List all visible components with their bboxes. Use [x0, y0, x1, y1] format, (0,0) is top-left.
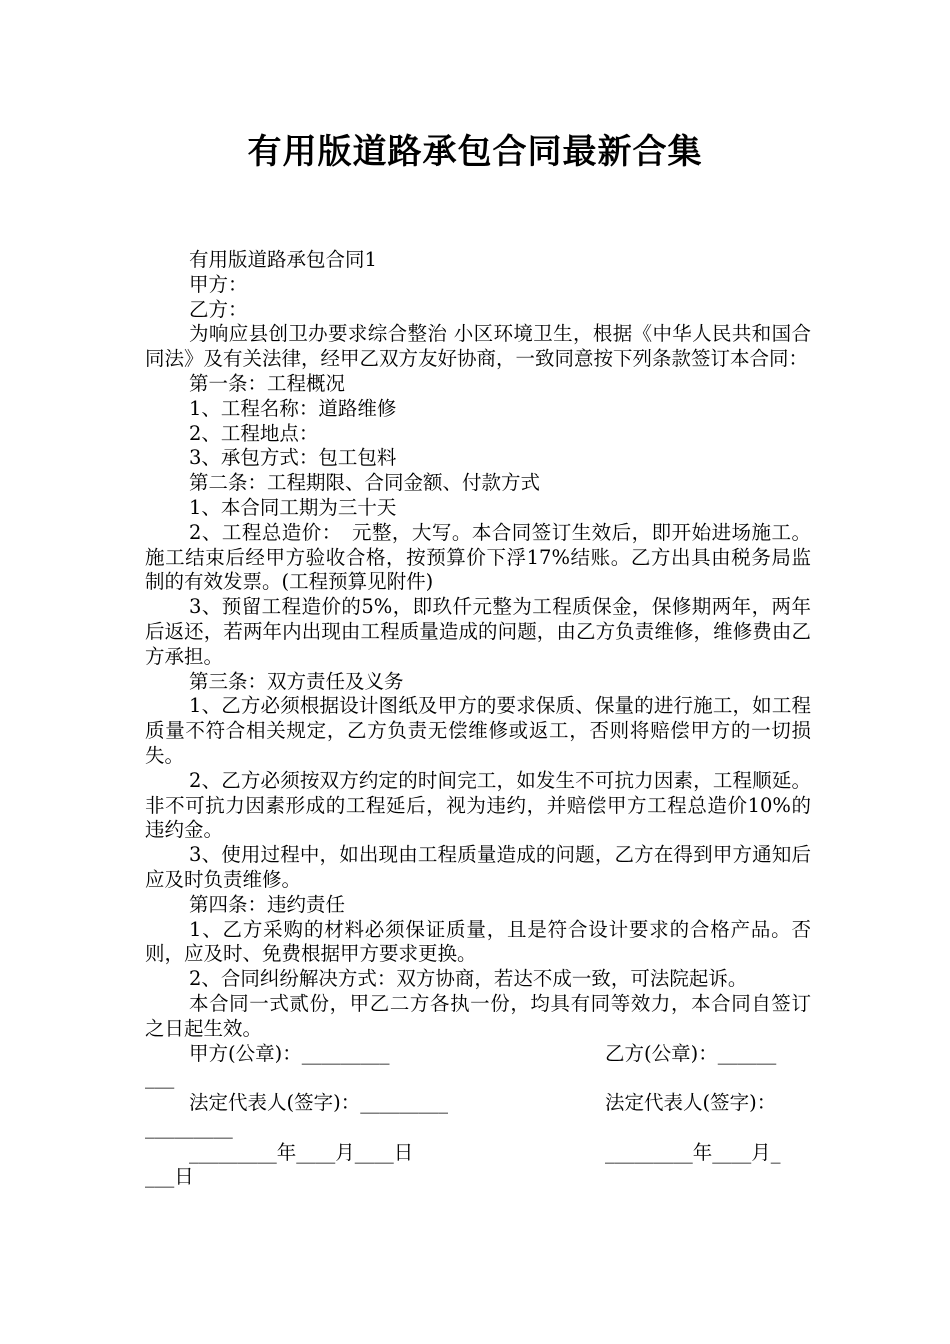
- article-1-item-3: 3、承包方式：包工包料: [189, 446, 397, 470]
- article-4-item-1: 1、乙方采购的材料必须保证质量，且是符合设计要求的合格产品。否则，应及时、免费根据甲方要求更换。: [145, 917, 811, 966]
- article-3-item-3: 3、使用过程中，如出现由工程质量造成的问题，乙方在得到甲方通知后应及时负责维修。: [145, 843, 811, 891]
- party-b-representative-continuation: _________: [145, 1115, 233, 1139]
- document-title: 有用版道路承包合同最新合集: [247, 132, 703, 172]
- article-2-heading: 第二条：工程期限、合同金额、付款方式: [189, 471, 541, 495]
- party-a-representative: 法定代表人(签字)：_________: [189, 1091, 448, 1115]
- article-4-item-2: 2、合同纠纷解决方式：双方协商，若达不成一致，可法院起诉。: [189, 967, 748, 991]
- article-1-item-1: 1、工程名称：道路维修: [189, 396, 397, 420]
- party-b-seal-continuation: ___: [145, 1066, 175, 1090]
- party-b-line: 乙方：: [189, 297, 248, 321]
- article-1-item-2: 2、工程地点：: [189, 421, 319, 445]
- seal-row: [145, 1042, 811, 1067]
- date-row: [145, 1141, 811, 1166]
- party-a-seal: 甲方(公章)：_________: [189, 1041, 390, 1065]
- article-2-item-1: 1、本合同工期为三十天: [189, 495, 397, 519]
- party-b-date: _________年____月_: [605, 1140, 781, 1164]
- party-b-representative: 法定代表人(签字)：: [605, 1091, 777, 1115]
- article-3-item-2: 2、乙方必须按双方约定的时间完工，如发生不可抗力因素，工程顺延。非不可抗力因素形成的工程延后，视为违约，并赔偿甲方工程总造价10%的违约金。: [145, 768, 811, 842]
- article-3-heading: 第三条：双方责任及义务: [189, 669, 404, 693]
- signature-block: [145, 1042, 811, 1191]
- closing-paragraph: 本合同一式贰份，甲乙二方各执一份，均具有同等效力，本合同自签订之日起生效。: [145, 991, 811, 1040]
- contract-heading: 有用版道路承包合同1: [189, 248, 377, 271]
- party-a-date: _________年____月____日: [189, 1140, 414, 1164]
- party-a-line: 甲方：: [189, 272, 248, 296]
- document-body: [145, 248, 811, 1190]
- party-b-seal: 乙方(公章)：______: [605, 1041, 777, 1065]
- article-3-item-1: 1、乙方必须根据设计图纸及甲方的要求保质、保量的进行施工，如工程质量不符合相关规定，乙方负责无偿维修或返工，否则将赔偿甲方的一切损失。: [145, 694, 811, 767]
- article-2-item-3: 3、预留工程造价的5%，即玖仟元整为工程质保金，保修期两年，两年后返还，若两年内出现由工程质量造成的问题，由乙方负责维修，维修费由乙方承担。: [145, 595, 811, 668]
- party-b-date-continuation: ___日: [145, 1165, 194, 1189]
- article-1-heading: 第一条：工程概况: [189, 371, 346, 395]
- article-4-heading: 第四条：违约责任: [189, 892, 346, 916]
- preamble-paragraph: 为响应县创卫办要求综合整治 小区环境卫生，根据《中华人民共和国合同法》及有关法律，经甲乙双方友好协商，一致同意按下列条款签订本合同：: [145, 322, 811, 371]
- article-2-item-2: 2、工程总造价： 元整，大写。本合同签订生效后，即开始进场施工。施工结束后经甲方验收合格，按预算价下浮17%结账。乙方出具由税务局监制的有效发票。(工程预算见附件): [145, 520, 811, 594]
- representative-row: [145, 1091, 811, 1116]
